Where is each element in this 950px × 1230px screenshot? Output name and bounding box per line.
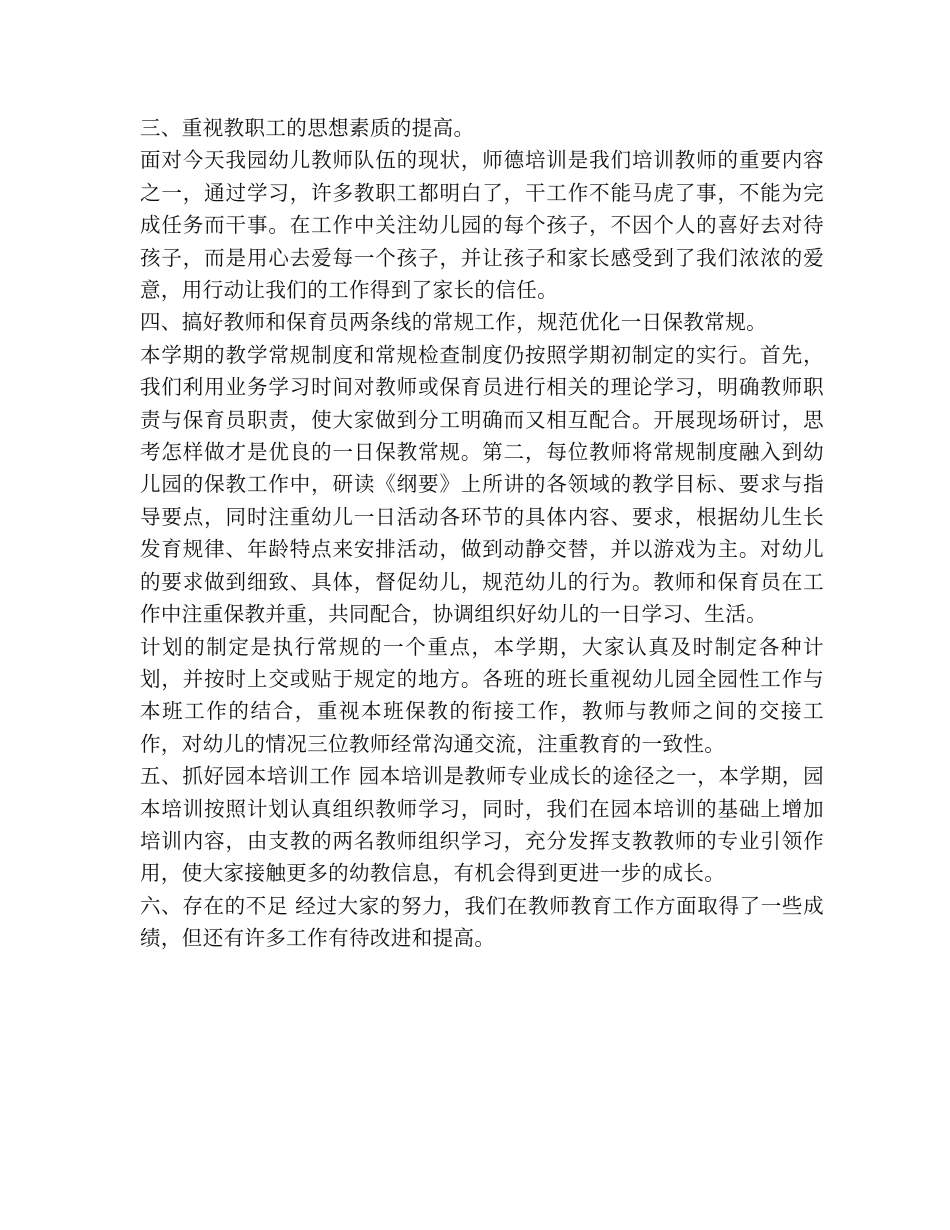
- paragraph-planning: 计划的制定是执行常规的一个重点，本学期，大家认真及时制定各种计划，并按时上交或贴于规定的地方。各班的班长重视幼儿园全园性工作与本班工作的结合，重视本班保教的衔接工作，教师与教师之间的交接工作，对幼儿的情况三位教师经常沟通交流，注重教育的一致性。: [140, 634, 824, 756]
- section-6-shortcomings: 六、存在的不足 经过大家的努力，我们在教师教育工作方面取得了一些成绩，但还有许多工作有待改进和提高。: [140, 893, 824, 951]
- section-5-training: 五、抓好园本培训工作 园本培训是教师专业成长的途径之一，本学期，园本培训按照计划认真组织教师学习，同时，我们在园本培训的基础上增加培训内容，由支教的两名教师组织学习，充分发挥支教教师的专业引领作用，使大家接触更多的幼教信息，有机会得到更进一步的成长。: [140, 764, 824, 886]
- paragraph-routine-system: 本学期的教学常规制度和常规检查制度仍按照学期初制定的实行。首先，我们利用业务学习时间对教师或保育员进行相关的理论学习，明确教师职责与保育员职责，使大家做到分工明确而又相互配合。开展现场研讨，思考怎样做才是优良的一日保教常规。第二，每位教师将常规制度融入到幼儿园的保教工作中，研读《纲要》上所讲的各领域的教学目标、要求与指导要点，同时注重幼儿一日活动各环节的具体内容、要求，根据幼儿生长发育规律、年龄特点来安排活动，做到动静交替，并以游戏为主。对幼儿的要求做到细致、具体，督促幼儿，规范幼儿的行为。教师和保育员在工作中注重保教并重，共同配合，协调组织好幼儿的一日学习、生活。: [140, 342, 824, 627]
- section-heading-3: 三、重视教职工的思想素质的提高。: [140, 116, 475, 140]
- document-body: [140, 112, 824, 955]
- section-heading-4: 四、搞好教师和保育员两条线的常规工作，规范优化一日保教常规。: [140, 310, 767, 335]
- paragraph-teacher-ethics: 面对今天我园幼儿教师队伍的现状，师德培训是我们培训教师的重要内容之一，通过学习，许多教职工都明白了，干工作不能马虎了事，不能为完成任务而干事。在工作中关注幼儿园的每个孩子，不因个人的喜好去对待孩子，而是用心去爱每一个孩子，并让孩子和家长感受到了我们浓浓的爱意，用行动让我们的工作得到了家长的信任。: [140, 148, 824, 303]
